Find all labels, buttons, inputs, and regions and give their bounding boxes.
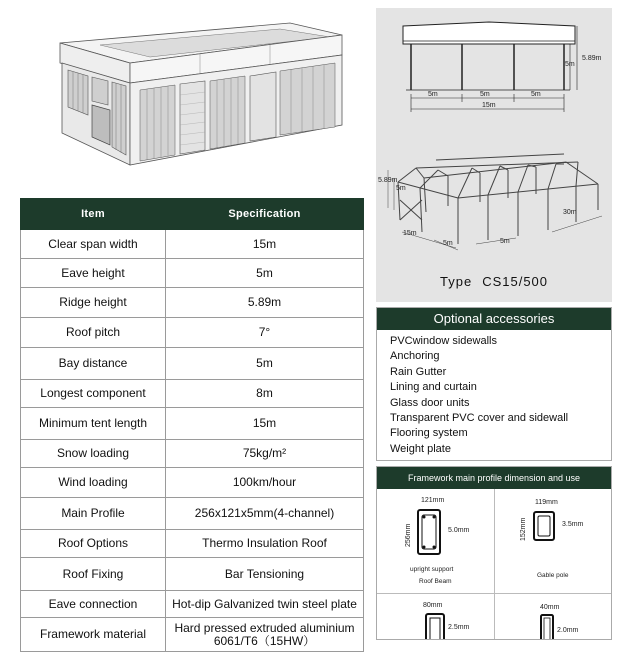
spec-table bbox=[20, 198, 364, 652]
item-cell: Minimum tent length bbox=[21, 408, 166, 440]
spec-cell: 75kg/m² bbox=[166, 440, 364, 468]
profile-thickness: 5.0mm bbox=[448, 527, 470, 534]
type-label bbox=[440, 274, 548, 289]
table-row bbox=[21, 230, 364, 259]
table-row bbox=[21, 259, 364, 288]
item-cell: Bay distance bbox=[21, 348, 166, 380]
spec-cell: Thermo Insulation Roof bbox=[166, 530, 364, 558]
item-cell: Eave height bbox=[21, 259, 166, 288]
list-item: Flooring system bbox=[390, 427, 468, 440]
spec-cell: 5m bbox=[166, 348, 364, 380]
item-cell: Eave connection bbox=[21, 591, 166, 618]
list-item: Anchoring bbox=[390, 350, 440, 363]
profile-width: 119mm bbox=[535, 499, 558, 506]
spec-cell: 100km/hour bbox=[166, 468, 364, 498]
table-row bbox=[21, 558, 364, 591]
table-row bbox=[21, 591, 364, 618]
bay-dimension: 5m bbox=[480, 91, 490, 98]
profile-thickness: 2.0mm bbox=[557, 627, 579, 634]
list-item: Transparent PVC cover and sidewall bbox=[390, 411, 569, 424]
type-code: CS15/500 bbox=[482, 274, 549, 289]
table-row bbox=[21, 318, 364, 348]
profile-width: 40mm bbox=[540, 604, 560, 611]
spec-cell: 5.89m bbox=[166, 288, 364, 318]
spec-cell: Hot-dip Galvanized twin steel plate bbox=[166, 591, 364, 618]
bay-dimension: 5m bbox=[531, 91, 541, 98]
frame-width: 15m bbox=[403, 230, 417, 237]
item-cell: Clear span width bbox=[21, 230, 166, 259]
profile-4-icon bbox=[540, 614, 554, 640]
item-cell: Snow loading bbox=[21, 440, 166, 468]
frame-eave-height: 5m bbox=[396, 185, 406, 192]
spec-table-header bbox=[21, 199, 364, 230]
table-row bbox=[21, 348, 364, 380]
spec-cell: 8m bbox=[166, 380, 364, 408]
spec-cell: 256x121x5mm(4-channel) bbox=[166, 498, 364, 530]
accessories-title: Optional accessories bbox=[377, 308, 611, 330]
building-illustration bbox=[40, 15, 360, 175]
table-row bbox=[21, 408, 364, 440]
spec-cell: 5m bbox=[166, 259, 364, 288]
spec-cell: 7° bbox=[166, 318, 364, 348]
profile-height: 152mm bbox=[520, 517, 527, 541]
table-row bbox=[21, 530, 364, 558]
item-cell: Longest component bbox=[21, 380, 166, 408]
profile-width: 80mm bbox=[423, 602, 443, 609]
specification-column-header: Specification bbox=[166, 199, 364, 230]
item-cell: Main Profile bbox=[21, 498, 166, 530]
item-cell: Roof Fixing bbox=[21, 558, 166, 591]
spec-cell: 15m bbox=[166, 230, 364, 259]
spec-cell: 15m bbox=[166, 408, 364, 440]
item-cell: Framework material bbox=[21, 618, 166, 652]
bay-dimension: 5m bbox=[428, 91, 438, 98]
list-item: PVCwindow sidewalls bbox=[390, 335, 497, 347]
accessories-list bbox=[390, 334, 568, 457]
list-item: Weight plate bbox=[390, 442, 451, 455]
table-row bbox=[21, 468, 364, 498]
type-caption: Type bbox=[440, 274, 473, 289]
gable-pole-profile-icon bbox=[533, 511, 555, 541]
table-row bbox=[21, 288, 364, 318]
profile-use: Roof Beam bbox=[419, 578, 452, 585]
table-row bbox=[21, 498, 364, 530]
frame-perspective-drawing bbox=[376, 140, 612, 265]
accessories-panel bbox=[376, 307, 612, 461]
profile-3-icon bbox=[425, 613, 445, 640]
item-column-header: Item bbox=[21, 199, 166, 230]
profiles-divider bbox=[377, 593, 612, 594]
profile-use: Gable pole bbox=[537, 572, 569, 579]
profile-use: upright support bbox=[410, 566, 454, 573]
item-cell: Ridge height bbox=[21, 288, 166, 318]
eave-height-dimension: 5m bbox=[565, 61, 575, 68]
item-cell: Wind loading bbox=[21, 468, 166, 498]
list-item: Rain Gutter bbox=[390, 365, 447, 378]
spec-cell: Bar Tensioning bbox=[166, 558, 364, 591]
item-cell: Roof pitch bbox=[21, 318, 166, 348]
frame-bay-dimension: 5m bbox=[500, 238, 510, 245]
table-row bbox=[21, 618, 364, 652]
table-row bbox=[21, 440, 364, 468]
list-item: Lining and curtain bbox=[390, 381, 477, 394]
profiles-title: Framework main profile dimension and use bbox=[377, 467, 611, 489]
ridge-height-dimension: 5.89m bbox=[582, 55, 602, 62]
profile-width: 121mm bbox=[421, 497, 445, 504]
total-width-dimension: 15m bbox=[482, 102, 496, 109]
spec-cell: Hard pressed extruded aluminium 6061/T6（15HW） bbox=[166, 618, 364, 652]
profile-height: 256mm bbox=[405, 523, 412, 547]
profile-thickness: 2.5mm bbox=[448, 624, 470, 631]
frame-length: 30m bbox=[563, 209, 577, 216]
profiles-divider bbox=[494, 489, 495, 640]
roof-beam-profile-icon bbox=[417, 509, 441, 555]
table-row bbox=[21, 380, 364, 408]
profiles-panel bbox=[376, 466, 612, 640]
list-item: Glass door units bbox=[390, 396, 470, 409]
frame-ridge-height: 5.89m bbox=[378, 177, 398, 184]
profile-thickness: 3.5mm bbox=[562, 521, 584, 528]
frame-bay-dimension: 5m bbox=[443, 240, 453, 247]
item-cell: Roof Options bbox=[21, 530, 166, 558]
